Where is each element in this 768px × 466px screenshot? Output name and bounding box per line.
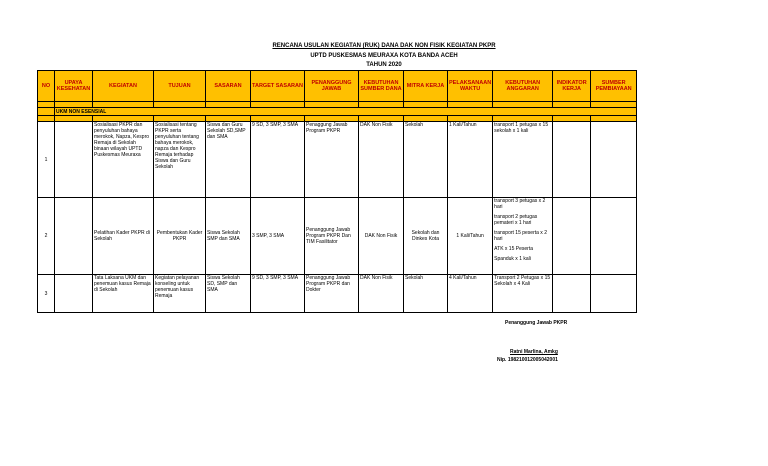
header-sumber: SUMBER PEMBIAYAAN <box>591 71 637 102</box>
cell-no: 3 <box>38 275 55 313</box>
header-upaya: UPAYA KESEHATAN <box>55 71 93 102</box>
header-indikator: INDIKATOR KERJA <box>553 71 591 102</box>
cell-pj: Penaggung Jawab Program PKPR <box>305 122 359 198</box>
header-waktu: PELAKSANAAN WAKTU <box>448 71 493 102</box>
header-mitra: MITRA KERJA <box>404 71 448 102</box>
cell-dana: DAK Non Fisik <box>359 122 404 198</box>
cell-waktu: 1 Kali/Tahun <box>448 198 493 275</box>
signature-role: Penanggung Jawab PKPR <box>505 320 568 326</box>
header-kegiatan: KEGIATAN <box>93 71 154 102</box>
document-year: TAHUN 2020 <box>366 62 402 68</box>
header-sasaran: SASARAN <box>206 71 251 102</box>
cell-mitra: Sekolah <box>404 122 448 198</box>
cell-mitra: Sekolah <box>404 275 448 313</box>
cell-target: 9 SD, 3 SMP, 3 SMA <box>251 122 305 198</box>
cell-target: 3 SMP, 3 SMA <box>251 198 305 275</box>
cell-anggaran <box>493 122 553 198</box>
anggaran-item: Transport 2 Petugas x 15 Sekolah x 4 Kali <box>494 275 551 287</box>
cell-no: 1 <box>38 122 55 198</box>
cell-indikator <box>553 198 591 275</box>
header-row <box>38 71 637 102</box>
anggaran-item: ATK x 15 Peserta <box>494 246 533 252</box>
anggaran-item: transport 1 petugas x 15 sekolah x 1 kali <box>494 122 549 134</box>
cell-indikator <box>553 275 591 313</box>
header-dana: KEBUTUHAN SUMBER DANA <box>359 71 404 102</box>
cell-upaya <box>55 122 93 198</box>
header-no: NO <box>38 71 55 102</box>
cell-kegiatan: Pelatihan Kader PKPR di Sekolah <box>93 198 154 275</box>
signature-name: Ratni Marlina, Amkg <box>510 349 558 355</box>
cell-indikator <box>553 122 591 198</box>
section-label: UKM NON ESENSIAL <box>55 108 637 116</box>
cell-sumber <box>591 122 637 198</box>
document-title: RENCANA USULAN KEGIATAN (RUK) DANA DAK NON FISIK KEGIATAN PKPR <box>272 43 496 49</box>
cell-tujuan: Sosialisasi tentang PKPR serta penyuluhan tentang bahaya merokok, napza dan Kespro Remaja terhadap Siswa dan Guru Sekolah <box>154 122 206 198</box>
header-tujuan: TUJUAN <box>154 71 206 102</box>
section-row <box>38 108 637 116</box>
cell-tujuan: Pembentukan Kader PKPR <box>154 198 206 275</box>
ruk-table <box>37 70 637 313</box>
cell-upaya <box>55 275 93 313</box>
cell-sasaran: Siswa dan Guru Sekolah SD,SMP dan SMA <box>206 122 251 198</box>
header-pj: PENANGGUNG JAWAB <box>305 71 359 102</box>
cell-mitra: Sekolah dan Dinkes Kota <box>404 198 448 275</box>
cell-waktu: 1 Kali/Tahun <box>448 122 493 198</box>
table-row <box>38 275 637 313</box>
cell-anggaran <box>493 275 553 313</box>
table-row <box>38 198 637 275</box>
cell-kegiatan: Sosialisasi PKPR dan penyuluhan bahaya merokok, Napza, Kespro Remaja di Sekolah binaan wilayah UPTD Puskesmas Meuraxa <box>93 122 154 198</box>
cell-dana: DAK Non Fisik <box>359 198 404 275</box>
cell-tujuan: Kegiatan pelayanan konseling untuk penemuan kasus Remaja <box>154 275 206 313</box>
cell-sasaran: Siswa Sekolah SMP dan SMA <box>206 198 251 275</box>
cell-sumber <box>591 198 637 275</box>
anggaran-item: transport 15 peserta x 2 hari <box>494 230 547 242</box>
cell-sasaran: Siswa Sekolah SD, SMP dan SMA <box>206 275 251 313</box>
cell-no: 2 <box>38 198 55 275</box>
anggaran-item: transport 2 petugas pemateri x 1 hari <box>494 214 538 226</box>
cell-pj: Penanggung Jawab Program PKPR dan Dokter <box>305 275 359 313</box>
anggaran-item: Spanduk x 1 kali <box>494 256 531 262</box>
table-row <box>38 122 637 198</box>
anggaran-item: transport 3 petugas x 2 hari <box>494 198 546 210</box>
cell-dana: DAK Non Fisik <box>359 275 404 313</box>
cell-kegiatan: Tata Laksana UKM dan penemuan kasus Remaja di Sekolah <box>93 275 154 313</box>
cell-sumber <box>591 275 637 313</box>
document-subtitle: UPTD PUSKESMAS MEURAXA KOTA BANDA ACEH <box>310 53 458 59</box>
cell-pj: Penanggung Jawab Program PKPR Dan TIM Fasilitator <box>305 198 359 275</box>
header-anggaran: KEBUTUHAN ANGGARAN <box>493 71 553 102</box>
cell-target: 9 SD, 3 SMP, 3 SMA <box>251 275 305 313</box>
signature-nip: Nip. 198210012005042001 <box>497 357 558 363</box>
cell-waktu: 4 Kali/Tahun <box>448 275 493 313</box>
cell-upaya <box>55 198 93 275</box>
cell-anggaran <box>493 198 553 275</box>
header-target: TARGET SASARAN <box>251 71 305 102</box>
